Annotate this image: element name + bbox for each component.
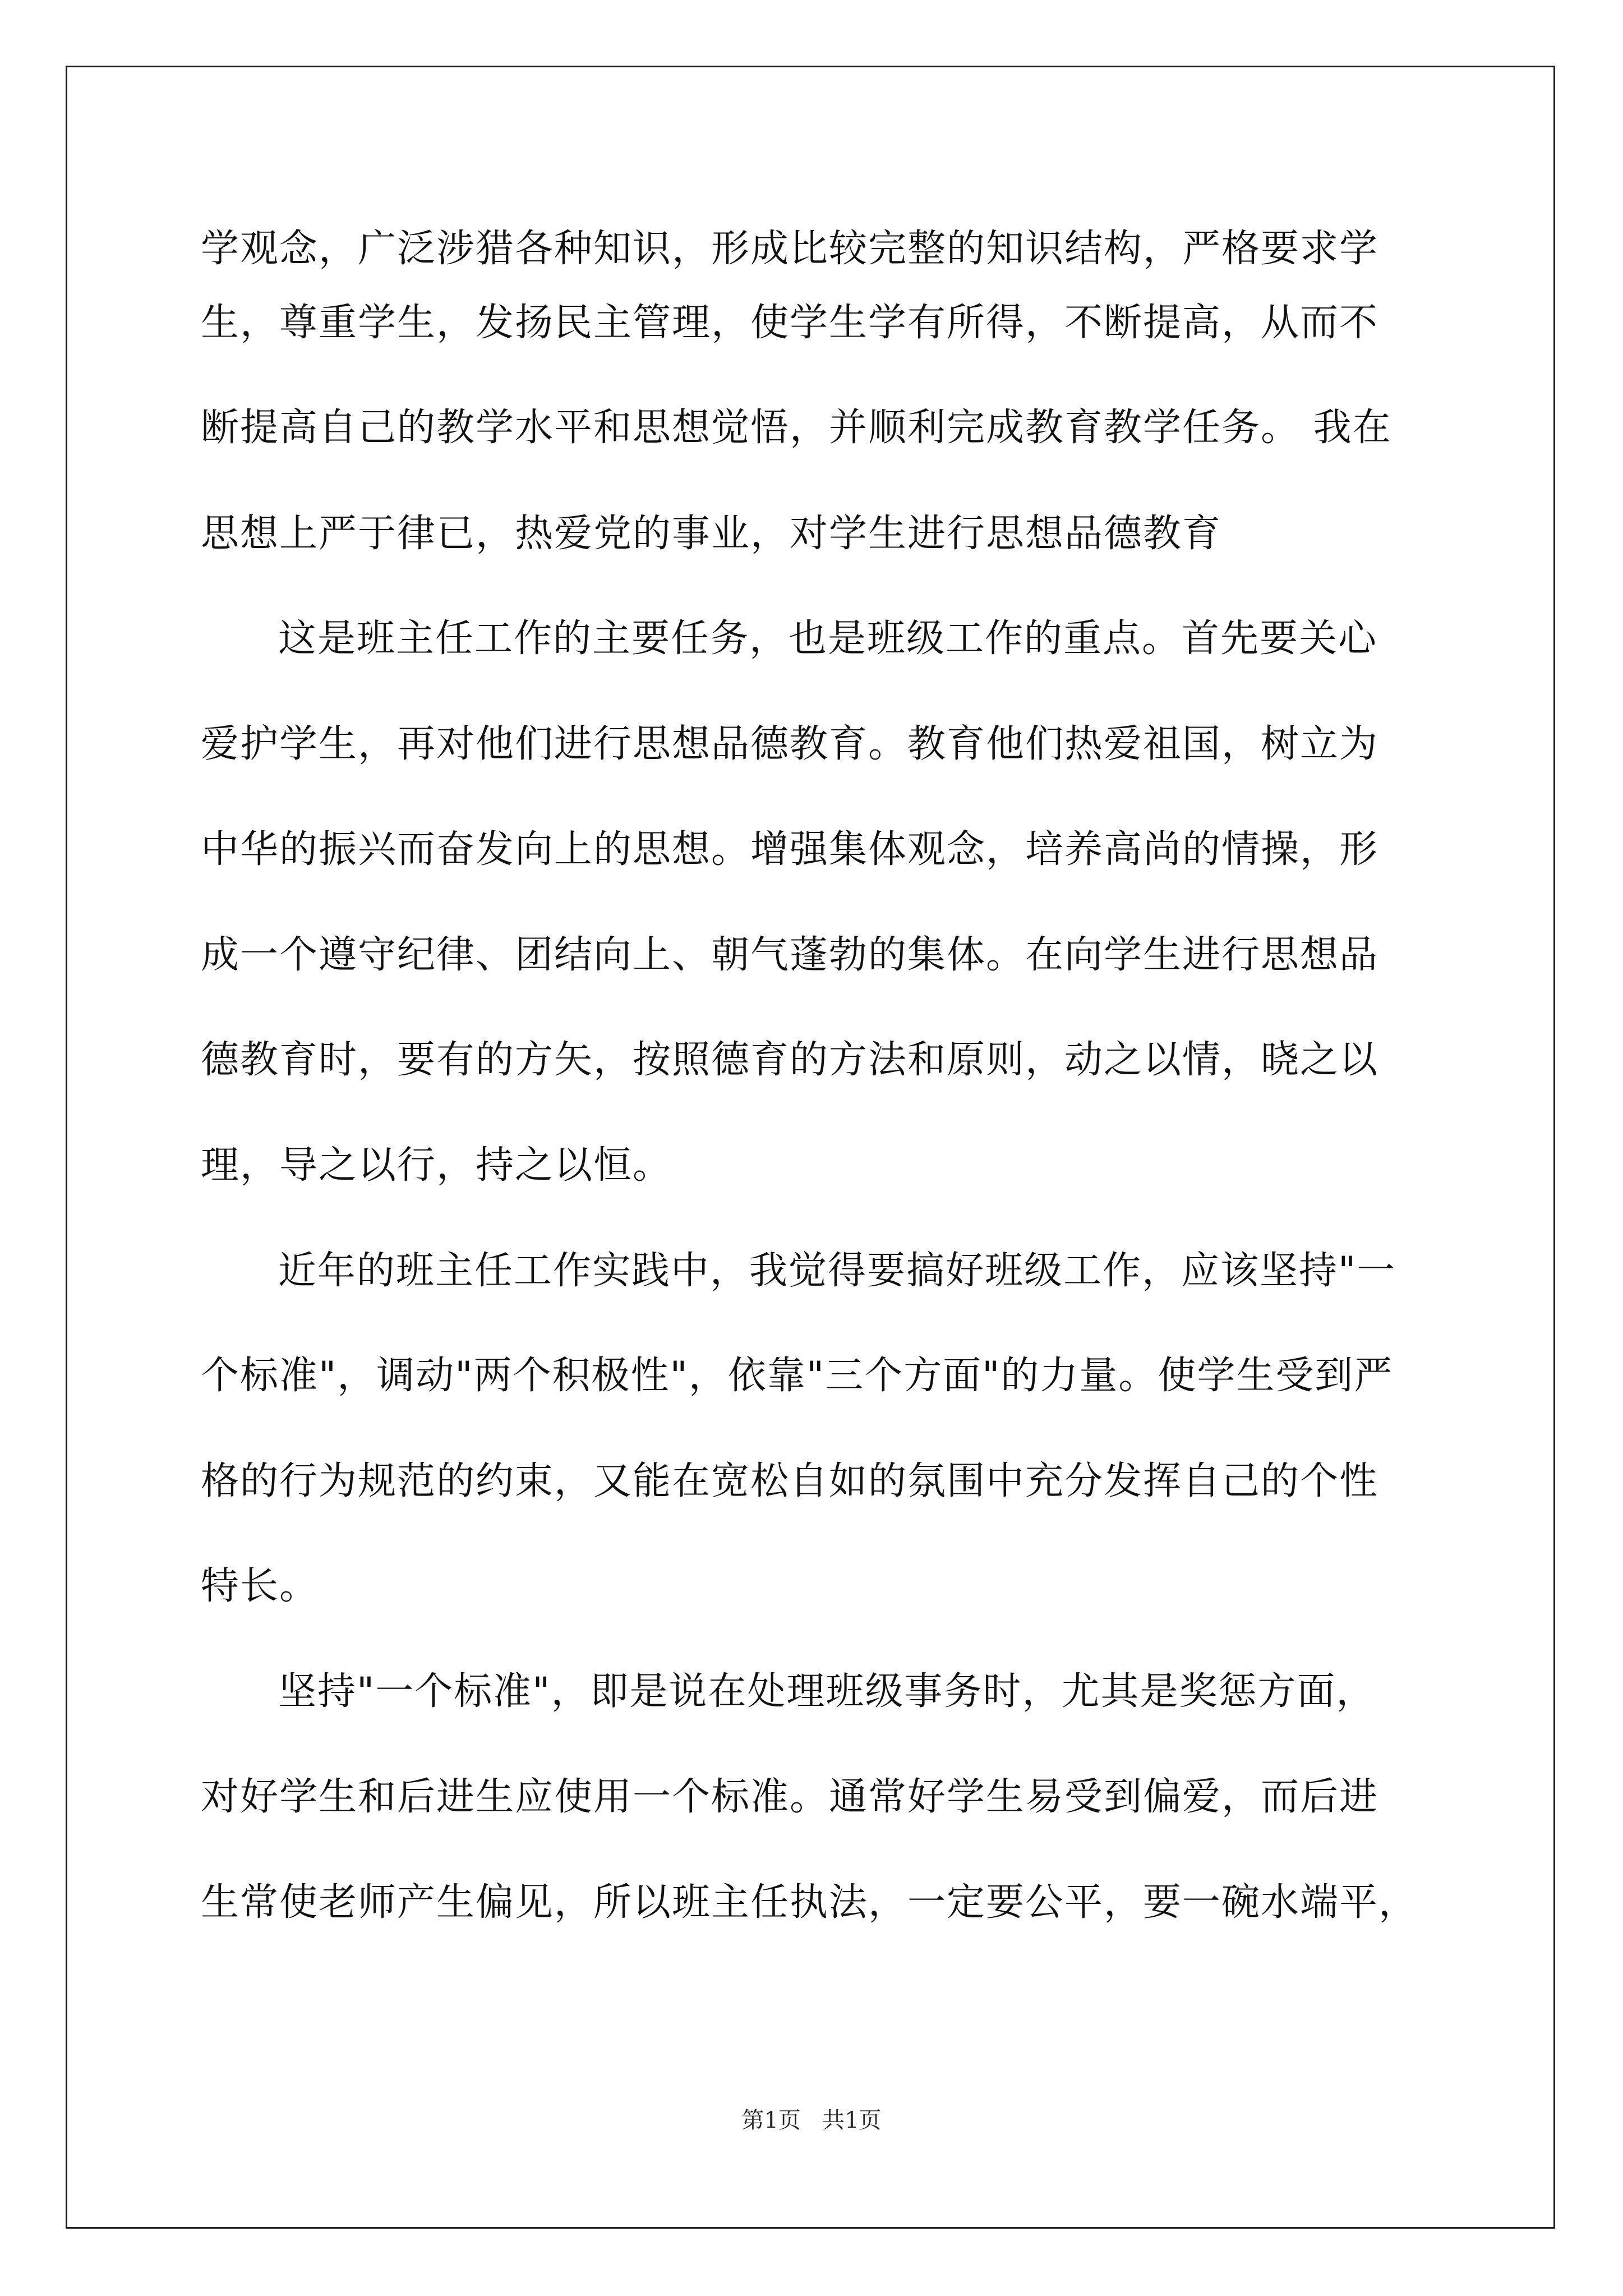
paragraph-first-line: 近年的班主任工作实践中，我觉得要搞好班级工作，应该坚持"一 <box>278 1249 1396 1293</box>
text-line: 思想上严于律已，热爱党的事业，对学生进行思想品德教育 <box>201 512 1222 556</box>
text-line: 对好学生和后进生应使用一个标准。通常好学生易受到偏爱，而后进 <box>201 1775 1379 1819</box>
text-line: 生常使老师产生偏见，所以班主任执法，一定要公平，要一碗水端平， <box>201 1880 1418 1925</box>
text-line: 特长。 <box>201 1564 319 1608</box>
page-footer <box>0 2106 1623 2134</box>
text-line: 爱护学生，再对他们进行思想品德教育。教育他们热爱祖国，树立为 <box>201 722 1379 766</box>
text-line: 断提高自己的教学水平和思想觉悟，并顺利完成教育教学任务。 我在 <box>201 406 1392 450</box>
text-line: 生，尊重学生，发扬民主管理，使学生学有所得，不断提高，从而不 <box>201 301 1379 345</box>
text-line: 个标准"，调动"两个积极性"，依靠"三个方面"的力量。使学生受到严 <box>201 1354 1394 1398</box>
footer-separator <box>801 2108 822 2133</box>
text-line: 德教育时，要有的方矢，按照德育的方法和原则，动之以情，晓之以 <box>201 1038 1379 1082</box>
text-line: 成一个遵守纪律、团结向上、朝气蓬勃的集体。在向学生进行思想品 <box>201 933 1379 977</box>
page-number: 第1页 <box>741 2108 801 2133</box>
text-line: 格的行为规范的约束，又能在宽松自如的氛围中充分发挥自己的个性 <box>201 1459 1379 1503</box>
text-line: 理，导之以行，持之以恒。 <box>201 1143 672 1188</box>
text-line: 中华的振兴而奋发向上的思想。增强集体观念，培养高尚的情操，形 <box>201 827 1379 872</box>
paragraph-first-line: 这是班主任工作的主要任务，也是班级工作的重点。首先要关心 <box>278 616 1378 661</box>
paragraph-first-line: 坚持"一个标准"，即是说在处理班级事务时，尤其是奖惩方面， <box>278 1669 1376 1714</box>
text-line: 学观念，广泛涉猎各种知识，形成比较完整的知识结构，严格要求学 <box>201 227 1379 271</box>
total-pages: 共1页 <box>822 2108 882 2133</box>
